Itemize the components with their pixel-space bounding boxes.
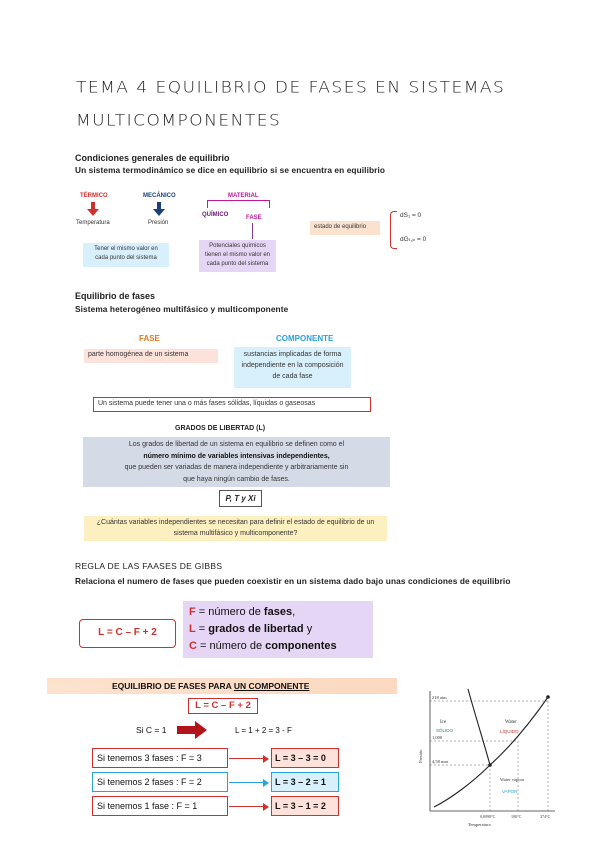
fases-note: Un sistema puede tener una o más fases sólidas, líquidas o gaseosas: [93, 397, 371, 412]
t3-label: 374°C: [540, 814, 551, 819]
si-c-arrow-head-icon: [195, 721, 207, 739]
liquid-en-label: Water: [505, 720, 517, 725]
question-box: ¿Cuántas variables independientes se necesitan para definir el estado de equilibrio de un sistema multifásico y multicomponente?: [84, 516, 387, 541]
section3-heading: REGLA DE LAS FAASES DE GIBBS: [75, 561, 223, 571]
componente-title: COMPONENTE: [276, 334, 334, 343]
fase-definition: parte homogénea de un sistema: [84, 349, 218, 363]
grados-line3: que pueden ser variadas de manera independiente y arbitrariamente sin: [124, 464, 349, 471]
section3-text: Relaciona el numero de fases que pueden coexistir en un sistema dado bajo unas condiciones de equilibrio: [75, 576, 511, 586]
potentials-box: Potenciales químicos tienen el mismo valor en cada punto del sistema: [199, 240, 276, 272]
triple-point: [488, 763, 492, 767]
material-bracket-right: [269, 200, 270, 208]
row-1-fase: Si tenemos 1 fase : F = 1: [92, 796, 228, 816]
grados-definition: [83, 437, 390, 487]
section1-text: Un sistema termodinámico se dice en equilibrio si se encuentra en equilibrio: [75, 165, 386, 175]
componente-definition: sustancias implicadas de forma independiente en la composición de cada fase: [234, 347, 351, 388]
row-3-result: L = 3 – 3 = 0: [271, 748, 339, 768]
row-1-result: L = 3 – 1 = 2: [271, 796, 339, 816]
fase-connector: [252, 223, 253, 239]
gibbs-definitions: [183, 601, 373, 658]
liquid-es-label: LÍQUIDO: [500, 729, 519, 734]
row-2-arrow-icon: [263, 779, 269, 787]
material-bracket: [207, 200, 270, 201]
presion-label: Presión: [148, 220, 169, 226]
si-c-result: L = 1 + 2 = 3 - F: [235, 726, 292, 735]
equilibrium-brace: [390, 211, 397, 249]
sublimation-curve: [434, 765, 490, 807]
fase-label: FASE: [246, 215, 262, 221]
quimico-label: QUÍMICO: [202, 212, 229, 218]
p3-label: 4,58 mm: [432, 759, 449, 764]
termico-arrow-head-icon: [87, 209, 99, 216]
def-l: L = grados de libertad y: [189, 623, 313, 635]
row-3-fases: Si tenemos 3 fases : F = 3: [92, 748, 228, 768]
estado-equilibrio-box: estado de equilibrio: [310, 221, 380, 235]
si-c-label: Si C = 1: [136, 725, 167, 735]
grados-line4: que haya ningún cambio de fases.: [183, 475, 290, 483]
fase-title: FASE: [139, 334, 160, 343]
row-3-arrow-icon: [263, 755, 269, 763]
vapor-en-label: Water vapour: [500, 777, 525, 782]
same-value-box: Tener el mismo valor en cada punto del sistema: [83, 243, 169, 267]
y-axis-label: Presión: [418, 749, 423, 763]
row-2-fases: Si tenemos 2 fases : F = 2: [92, 772, 228, 792]
vaporization-curve: [490, 697, 548, 765]
mecanico-arrow-head-icon: [153, 209, 165, 216]
row-1-connector: [229, 806, 267, 807]
x-axis-label: Temperatura: [468, 822, 491, 827]
variables-box: P, T y Xi: [219, 490, 262, 507]
section1-heading: Condiciones generales de equilibrio: [75, 153, 230, 163]
section4-title: EQUILIBRIO DE FASES PARA UN COMPONENTE: [47, 678, 397, 694]
solid-es-label: SÓLIDO: [436, 728, 454, 733]
grados-line2: número mínimo de variables intensivas independientes,: [143, 452, 330, 460]
row-3-connector: [229, 758, 267, 759]
si-c-arrow-icon: [177, 726, 196, 734]
row-2-connector: [229, 782, 267, 783]
section2-text: Sistema heterogéneo multifásico y multicomponente: [75, 304, 289, 314]
solid-en-label: Ice: [440, 720, 447, 725]
t1-label: 0,0098°C: [480, 814, 496, 819]
mecanico-label: MECÁNICO: [143, 193, 176, 199]
row-2-result: L = 3 – 2 = 1: [271, 772, 339, 792]
p1-label: 218 atm: [432, 695, 447, 700]
row-1-arrow-icon: [263, 803, 269, 811]
section2-heading: Equilibrio de fases: [75, 291, 156, 301]
def-f: F = número de fases,: [189, 606, 296, 618]
entropy-eq: dS₁ = 0: [400, 212, 422, 219]
grados-title: GRADOS DE LIBERTAD (L): [175, 425, 266, 432]
critical-point: [546, 695, 550, 699]
gibbs-eq: dGₜ,ₚ = 0: [400, 236, 427, 243]
page-title-line2: MULTICOMPONENTES: [76, 111, 282, 131]
termico-label: TÉRMICO: [80, 193, 108, 199]
page-title: TEMA 4 EQUILIBRIO DE FASES EN SISTEMAS: [76, 78, 506, 98]
gibbs-formula-box: L = C – F + 2: [79, 619, 176, 648]
p2-label: 1,000: [432, 735, 443, 740]
water-phase-diagram: [410, 683, 560, 829]
grados-line1: Los grados de libertad de un sistema en equilibrio se definen como el: [128, 441, 345, 448]
material-label: MATERIAL: [228, 193, 259, 199]
material-bracket-left: [207, 200, 208, 208]
section4-formula: L = C – F + 2: [188, 698, 258, 714]
fusion-curve: [468, 689, 490, 765]
vapor-es-label: VAPOR: [502, 789, 518, 794]
def-c: C = número de componentes: [189, 640, 337, 652]
temperatura-label: Temperatura: [76, 220, 110, 226]
t2-label: 100°C: [511, 814, 522, 819]
